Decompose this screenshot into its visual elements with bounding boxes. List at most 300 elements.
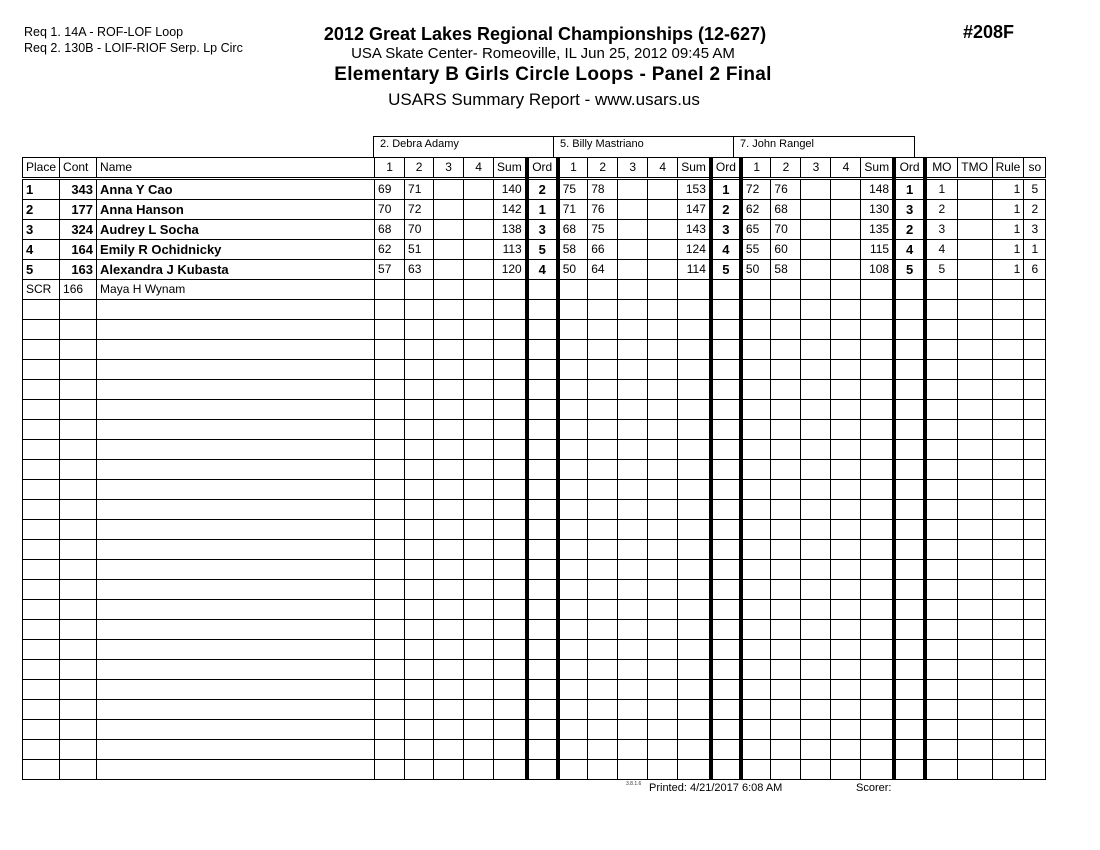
judge3-score-cell	[771, 360, 801, 380]
judge3-score-cell	[741, 580, 771, 600]
cont-cell	[60, 360, 97, 380]
judge3-score-cell	[894, 660, 925, 680]
judge1-score-cell	[494, 580, 527, 600]
judge1-score-cell	[375, 500, 405, 520]
judge2-score-cell	[558, 360, 588, 380]
judge1-score-cell	[405, 400, 434, 420]
judge1-score-cell	[375, 420, 405, 440]
judge3-score-cell: 148	[861, 179, 894, 200]
empty-row	[23, 600, 1046, 620]
judge2-score-cell	[711, 600, 741, 620]
tmo-cell	[957, 480, 992, 500]
judge2-score-cell	[558, 520, 588, 540]
judge3-score-cell: 1	[894, 179, 925, 200]
empty-row	[23, 560, 1046, 580]
rule-cell	[992, 580, 1024, 600]
empty-row	[23, 620, 1046, 640]
judge1-score-cell	[375, 320, 405, 340]
judge3-score-cell	[801, 520, 831, 540]
judge1-score-cell: 1	[527, 200, 558, 220]
judge3-score-cell	[741, 620, 771, 640]
table-row	[23, 179, 1046, 200]
judge3-score-cell	[861, 520, 894, 540]
judge3-score-cell	[894, 760, 925, 780]
name-cell	[97, 660, 375, 680]
judge3-score-cell	[741, 500, 771, 520]
col-j2-ord: Ord	[711, 158, 741, 179]
judge1-score-cell	[405, 460, 434, 480]
so-cell	[1024, 600, 1046, 620]
so-cell	[1024, 640, 1046, 660]
empty-row	[23, 480, 1046, 500]
so-cell	[1024, 720, 1046, 740]
mo-cell	[925, 680, 957, 700]
judge3-score-cell	[861, 460, 894, 480]
judge2-score-cell	[558, 420, 588, 440]
rule-cell	[992, 740, 1024, 760]
judge2-score-cell	[711, 280, 741, 300]
judge2-score-cell: 153	[678, 179, 711, 200]
judge2-score-cell	[558, 400, 588, 420]
tmo-cell	[957, 760, 992, 780]
judge2-score-cell	[678, 760, 711, 780]
mo-cell	[925, 340, 957, 360]
empty-row	[23, 420, 1046, 440]
tmo-cell	[957, 660, 992, 680]
judge2-score-cell	[618, 680, 648, 700]
judge1-score-cell	[434, 400, 464, 420]
judge2-score-cell	[618, 740, 648, 760]
judge2-score-cell	[558, 760, 588, 780]
judge3-score-cell: 5	[894, 260, 925, 280]
judge1-score-cell	[494, 680, 527, 700]
judge2-score-cell	[678, 580, 711, 600]
judge3-score-cell: 76	[771, 179, 801, 200]
tmo-cell	[957, 260, 992, 280]
judge3-score-cell	[894, 480, 925, 500]
judge1-score-cell	[527, 460, 558, 480]
judge2-score-cell	[618, 660, 648, 680]
rule-cell	[992, 340, 1024, 360]
so-cell	[1024, 660, 1046, 680]
judge1-score-cell	[434, 440, 464, 460]
judge-header-3	[733, 136, 915, 157]
judge2-score-cell	[678, 660, 711, 680]
judge3-score-cell	[741, 740, 771, 760]
mo-cell	[925, 660, 957, 680]
name-cell: Anna Hanson	[97, 200, 375, 220]
col-cont: Cont	[60, 158, 97, 179]
judge2-score-cell	[588, 700, 618, 720]
judge1-score-cell	[434, 240, 464, 260]
judge1-score-cell	[375, 380, 405, 400]
judge2-score-cell	[648, 380, 678, 400]
judge2-score-cell	[588, 540, 618, 560]
judge3-score-cell	[801, 700, 831, 720]
judge2-score-cell	[588, 400, 618, 420]
judge3-score-cell	[861, 740, 894, 760]
judge2-score-cell	[618, 520, 648, 540]
judge3-score-cell	[771, 460, 801, 480]
so-cell	[1024, 520, 1046, 540]
tmo-cell	[957, 420, 992, 440]
judge1-score-cell	[434, 179, 464, 200]
judge2-score-cell	[588, 460, 618, 480]
cont-cell	[60, 500, 97, 520]
judge3-score-cell	[894, 300, 925, 320]
judge2-score-cell	[648, 460, 678, 480]
judge2-score-cell	[648, 700, 678, 720]
judge2-score-cell	[558, 580, 588, 600]
judge2-score-cell	[648, 540, 678, 560]
judge3-score-cell	[894, 540, 925, 560]
judge2-score-cell	[648, 660, 678, 680]
judge1-score-cell	[527, 620, 558, 640]
tmo-cell	[957, 240, 992, 260]
judge1-score-cell	[527, 540, 558, 560]
judge2-score-cell	[648, 580, 678, 600]
judge2-score-cell	[648, 240, 678, 260]
judge3-score-cell	[831, 740, 861, 760]
judge2-score-cell	[618, 640, 648, 660]
judge2-score-cell	[711, 500, 741, 520]
mo-cell	[925, 460, 957, 480]
judge3-score-cell	[801, 440, 831, 460]
rule-cell	[992, 460, 1024, 480]
judge2-score-cell	[678, 440, 711, 460]
judge3-score-cell	[741, 560, 771, 580]
judge2-score-cell	[618, 320, 648, 340]
judge1-score-cell	[527, 400, 558, 420]
judge2-score-cell	[558, 600, 588, 620]
judge3-score-cell	[771, 400, 801, 420]
col-j3-4: 4	[831, 158, 861, 179]
judge1-score-cell	[494, 520, 527, 540]
judge1-score-cell	[464, 420, 494, 440]
judge3-score-cell	[741, 360, 771, 380]
judge3-score-cell	[801, 660, 831, 680]
judge3-score-cell	[894, 560, 925, 580]
judge1-score-cell	[434, 360, 464, 380]
so-cell	[1024, 340, 1046, 360]
judge3-score-cell	[741, 680, 771, 700]
judge1-score-cell	[434, 760, 464, 780]
judge1-score-cell	[464, 240, 494, 260]
judge2-score-cell: 58	[558, 240, 588, 260]
cont-cell	[60, 580, 97, 600]
judge2-score-cell	[648, 760, 678, 780]
place-cell: 3	[23, 220, 60, 240]
place-cell: 1	[23, 179, 60, 200]
tmo-cell	[957, 200, 992, 220]
judge1-score-cell	[464, 300, 494, 320]
judge1-score-cell: 2	[527, 179, 558, 200]
judge2-score-cell	[678, 600, 711, 620]
judge1-score-cell	[434, 620, 464, 640]
judge1-score-cell	[527, 680, 558, 700]
judge1-score-cell	[434, 660, 464, 680]
judge3-score-cell	[894, 620, 925, 640]
judge2-score-cell: 50	[558, 260, 588, 280]
scorer-label: Scorer:	[856, 782, 892, 794]
judge1-score-cell	[527, 280, 558, 300]
empty-row	[23, 320, 1046, 340]
name-cell	[97, 540, 375, 560]
judge1-score-cell	[405, 660, 434, 680]
judge1-score-cell	[405, 480, 434, 500]
so-cell	[1024, 300, 1046, 320]
judge-name: 2. Debra Adamy	[380, 138, 459, 150]
judge1-score-cell	[494, 700, 527, 720]
cont-cell	[60, 680, 97, 700]
judge3-score-cell	[831, 620, 861, 640]
col-j1-ord: Ord	[527, 158, 558, 179]
judge1-score-cell	[464, 560, 494, 580]
so-cell	[1024, 360, 1046, 380]
rule-cell: 1	[992, 200, 1024, 220]
judge1-score-cell	[464, 260, 494, 280]
judge2-score-cell	[711, 760, 741, 780]
mo-cell	[925, 380, 957, 400]
judge1-score-cell	[464, 660, 494, 680]
judge3-score-cell	[861, 580, 894, 600]
judge2-score-cell	[648, 440, 678, 460]
judge3-score-cell	[801, 640, 831, 660]
mo-cell	[925, 500, 957, 520]
judge2-score-cell	[618, 420, 648, 440]
judge1-score-cell	[464, 340, 494, 360]
judge3-score-cell	[771, 540, 801, 560]
judge3-score-cell	[861, 640, 894, 660]
rule-cell: 1	[992, 240, 1024, 260]
judge3-score-cell	[771, 680, 801, 700]
empty-row	[23, 400, 1046, 420]
judge3-score-cell: 72	[741, 179, 771, 200]
place-cell	[23, 360, 60, 380]
judge3-score-cell	[741, 640, 771, 660]
judge1-score-cell	[375, 760, 405, 780]
empty-row	[23, 640, 1046, 660]
place-cell	[23, 600, 60, 620]
judge2-score-cell	[618, 440, 648, 460]
judge2-score-cell	[588, 740, 618, 760]
judge2-score-cell	[558, 340, 588, 360]
col-place: Place	[23, 158, 60, 179]
col-j1-sum: Sum	[494, 158, 527, 179]
judge2-score-cell	[558, 320, 588, 340]
judge2-score-cell	[678, 540, 711, 560]
mo-cell	[925, 760, 957, 780]
judge2-score-cell	[678, 320, 711, 340]
rule-cell	[992, 500, 1024, 520]
cont-cell: 177	[60, 200, 97, 220]
name-cell	[97, 680, 375, 700]
judge3-score-cell	[894, 360, 925, 380]
judge1-score-cell	[464, 740, 494, 760]
tmo-cell	[957, 280, 992, 300]
judge2-score-cell	[618, 280, 648, 300]
cont-cell	[60, 720, 97, 740]
judge3-score-cell	[771, 420, 801, 440]
judge2-score-cell	[558, 720, 588, 740]
judge1-score-cell	[434, 560, 464, 580]
judge2-score-cell: 71	[558, 200, 588, 220]
rule-cell	[992, 420, 1024, 440]
printed-timestamp: Printed: 4/21/2017 6:08 AM	[649, 782, 783, 794]
judge1-score-cell	[494, 460, 527, 480]
judge2-score-cell	[558, 460, 588, 480]
judge1-score-cell	[527, 720, 558, 740]
empty-row	[23, 360, 1046, 380]
judge2-score-cell	[618, 480, 648, 500]
tmo-cell	[957, 220, 992, 240]
name-cell	[97, 480, 375, 500]
name-cell	[97, 640, 375, 660]
judge1-score-cell	[494, 300, 527, 320]
judge1-score-cell	[527, 660, 558, 680]
judge2-score-cell	[648, 280, 678, 300]
judge2-score-cell: 78	[588, 179, 618, 200]
judge3-score-cell	[801, 380, 831, 400]
col-name: Name	[97, 158, 375, 179]
so-cell	[1024, 760, 1046, 780]
cont-cell	[60, 520, 97, 540]
judge2-score-cell	[711, 580, 741, 600]
judge2-score-cell	[711, 380, 741, 400]
empty-row	[23, 460, 1046, 480]
judge3-score-cell	[894, 680, 925, 700]
judge2-score-cell	[558, 280, 588, 300]
judge3-score-cell	[831, 560, 861, 580]
judge1-score-cell	[375, 300, 405, 320]
judge1-score-cell	[405, 600, 434, 620]
judge1-score-cell	[434, 680, 464, 700]
judge2-score-cell	[618, 760, 648, 780]
judge1-score-cell	[464, 220, 494, 240]
judge1-score-cell: 72	[405, 200, 434, 220]
cont-cell	[60, 440, 97, 460]
col-j3-ord: Ord	[894, 158, 925, 179]
judge2-score-cell	[711, 660, 741, 680]
cont-cell: 166	[60, 280, 97, 300]
judge1-score-cell	[434, 300, 464, 320]
judge2-score-cell	[588, 480, 618, 500]
judge2-score-cell	[711, 460, 741, 480]
judge2-score-cell	[678, 340, 711, 360]
rule-cell	[992, 720, 1024, 740]
rule-cell	[992, 600, 1024, 620]
judge2-score-cell	[678, 380, 711, 400]
judge3-score-cell	[771, 480, 801, 500]
judge2-score-cell: 1	[711, 179, 741, 200]
judge1-score-cell	[464, 480, 494, 500]
judge1-score-cell	[375, 720, 405, 740]
rule-cell	[992, 320, 1024, 340]
empty-row	[23, 520, 1046, 540]
judge2-score-cell	[711, 340, 741, 360]
judge3-score-cell	[831, 420, 861, 440]
mo-cell	[925, 600, 957, 620]
judge3-score-cell	[801, 220, 831, 240]
place-cell	[23, 680, 60, 700]
mo-cell	[925, 440, 957, 460]
tmo-cell	[957, 580, 992, 600]
judge1-score-cell	[527, 300, 558, 320]
mo-cell	[925, 700, 957, 720]
version-label: 3.8.1.6	[626, 781, 642, 787]
judge3-score-cell	[861, 360, 894, 380]
judge1-score-cell	[405, 360, 434, 380]
judge1-score-cell	[375, 620, 405, 640]
rule-cell	[992, 400, 1024, 420]
judge1-score-cell	[375, 540, 405, 560]
judge2-score-cell	[588, 440, 618, 460]
place-cell	[23, 540, 60, 560]
judge-name: 5. Billy Mastriano	[560, 138, 644, 150]
tmo-cell	[957, 600, 992, 620]
so-cell	[1024, 440, 1046, 460]
judge1-score-cell	[405, 620, 434, 640]
rule-cell	[992, 760, 1024, 780]
mo-cell: 5	[925, 260, 957, 280]
judge1-score-cell: 70	[375, 200, 405, 220]
judge3-score-cell	[861, 400, 894, 420]
judge1-score-cell	[464, 320, 494, 340]
judge1-score-cell	[375, 640, 405, 660]
rule-cell	[992, 280, 1024, 300]
judge3-score-cell	[741, 720, 771, 740]
judge1-score-cell	[405, 720, 434, 740]
empty-row	[23, 740, 1046, 760]
judge1-score-cell	[434, 640, 464, 660]
rule-cell	[992, 540, 1024, 560]
judge1-score-cell	[375, 400, 405, 420]
judge3-score-cell	[831, 320, 861, 340]
cont-cell	[60, 380, 97, 400]
name-cell	[97, 420, 375, 440]
name-cell: Emily R Ochidnicky	[97, 240, 375, 260]
judge3-score-cell	[801, 280, 831, 300]
judge3-score-cell: 62	[741, 200, 771, 220]
judge1-score-cell	[464, 600, 494, 620]
place-cell: 5	[23, 260, 60, 280]
judge1-score-cell	[494, 420, 527, 440]
judge1-score-cell	[375, 340, 405, 360]
cont-cell	[60, 540, 97, 560]
name-cell	[97, 580, 375, 600]
judge2-score-cell	[588, 640, 618, 660]
judge2-score-cell	[558, 480, 588, 500]
tmo-cell	[957, 400, 992, 420]
judge2-score-cell	[558, 660, 588, 680]
judge2-score-cell	[678, 640, 711, 660]
judge1-score-cell	[464, 760, 494, 780]
judge1-score-cell	[434, 380, 464, 400]
judge1-score-cell	[464, 580, 494, 600]
judge3-score-cell	[894, 440, 925, 460]
judge3-score-cell: 55	[741, 240, 771, 260]
judge3-score-cell: 108	[861, 260, 894, 280]
judge2-score-cell: 124	[678, 240, 711, 260]
judge2-score-cell	[678, 520, 711, 540]
judge1-score-cell	[464, 540, 494, 560]
tmo-cell	[957, 179, 992, 200]
name-cell	[97, 620, 375, 640]
judge1-score-cell	[527, 560, 558, 580]
rule-cell	[992, 640, 1024, 660]
venue-datetime: USA Skate Center- Romeoville, IL Jun 25, 2012 09:45 AM	[351, 45, 735, 62]
judge3-score-cell	[741, 320, 771, 340]
